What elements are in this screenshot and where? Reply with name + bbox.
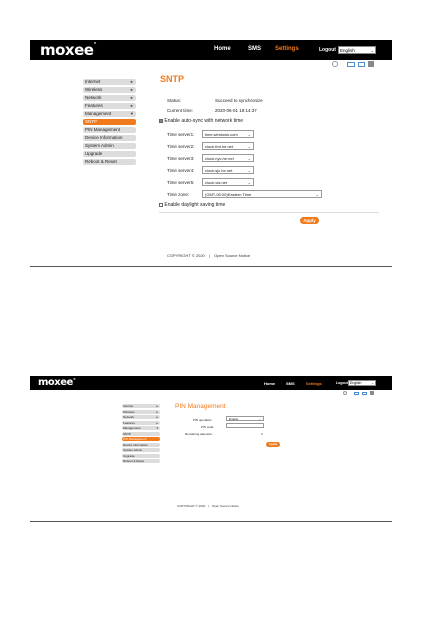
- sidebar-subitem-upgrade[interactable]: Upgrade: [83, 151, 136, 157]
- time-zone-select[interactable]: [202, 190, 322, 198]
- mail-icon[interactable]: [358, 62, 365, 67]
- logout-link[interactable]: Logout: [336, 381, 348, 385]
- time-server4-label: Time server4:: [167, 168, 195, 173]
- sidebar-item-management[interactable]: Management ▾: [123, 426, 158, 430]
- chevron-down-icon: ⌄: [247, 180, 251, 185]
- checkbox-icon: [159, 203, 163, 207]
- status-label: Status:: [167, 98, 182, 103]
- time-server3-value: clock.nyc.he.net: [205, 156, 234, 161]
- pin-operation-value: Enable: [229, 417, 239, 421]
- sidebar-item-internet[interactable]: Internet ▸: [83, 79, 136, 85]
- language-select[interactable]: [338, 46, 376, 54]
- open-source-notice-link[interactable]: Open Source Notice: [211, 504, 239, 508]
- status-icons: [332, 61, 374, 67]
- screenshot-pin-management: [30, 376, 392, 522]
- sidebar: [122, 404, 160, 463]
- sidebar-item-network[interactable]: Network ▸: [123, 415, 158, 419]
- pin-operation-label: PIN operation:: [193, 418, 213, 422]
- time-zone-label: Time zone:: [167, 192, 190, 197]
- time-server2-label: Time server2:: [167, 144, 195, 149]
- moxee-logo: moxee®: [40, 41, 96, 59]
- nav-sms[interactable]: SMS: [248, 46, 262, 52]
- daylight-label: Enable daylight saving time: [164, 202, 226, 208]
- signal-icon: [368, 61, 374, 67]
- chevron-right-icon: ▸: [130, 95, 133, 100]
- sidebar-item-wireless[interactable]: Wireless ▸: [123, 409, 158, 414]
- chevron-down-icon: ▾: [156, 426, 158, 430]
- chevron-right-icon: ▸: [156, 404, 158, 408]
- sidebar: [83, 79, 136, 165]
- time-server5-select[interactable]: [202, 178, 254, 186]
- chevron-right-icon: ▸: [156, 420, 158, 425]
- chevron-right-icon: ▸: [156, 409, 158, 414]
- sidebar-item-internet[interactable]: Internet ▸: [123, 404, 158, 408]
- time-server2-select[interactable]: [202, 142, 254, 150]
- sidebar-subitem-sntp[interactable]: SNTP: [83, 119, 136, 125]
- sidebar-item-network[interactable]: Network ▸: [83, 95, 136, 101]
- top-bar: [30, 40, 392, 60]
- copyright-text: COPYRIGHT © 2020: [167, 253, 205, 258]
- sidebar-subitem-reboot-reset[interactable]: Reboot & Reset: [122, 459, 160, 463]
- time-zone-value: (GMT-05:00)Eastern Time: [205, 192, 252, 197]
- footer: [167, 253, 250, 258]
- sidebar-subitem-system-admin[interactable]: System Admin: [83, 143, 136, 149]
- signal-icon: [370, 391, 374, 395]
- time-server5-label: Time server5:: [167, 180, 195, 185]
- nav-home[interactable]: Home: [264, 381, 276, 386]
- page-title: SNTP: [160, 74, 185, 84]
- screenshot-sntp: [30, 40, 392, 267]
- sidebar-subitem-upgrade[interactable]: Upgrade: [122, 454, 160, 458]
- search-icon[interactable]: [343, 391, 347, 395]
- chevron-down-icon: ⌄: [258, 417, 261, 421]
- sidebar-item-features[interactable]: Features ▸: [83, 103, 136, 109]
- checkbox-checked-icon: [159, 119, 163, 123]
- autosync-checkbox[interactable]: [159, 118, 243, 124]
- time-server1-value: time.windows.com: [205, 132, 238, 137]
- chevron-down-icon: ▾: [130, 111, 133, 116]
- current-time-value: 2020-06-01 19:14:37: [215, 108, 257, 113]
- pin-code-label: PIN code:: [201, 425, 215, 429]
- language-select[interactable]: [348, 380, 376, 386]
- chevron-right-icon: ▸: [156, 415, 158, 419]
- moxee-logo: moxee®: [38, 377, 76, 388]
- sidebar-subitem-system-admin[interactable]: System Admin: [122, 448, 160, 452]
- time-server5-value: clock.via.net: [205, 180, 228, 185]
- current-time-label: Current time:: [167, 108, 194, 113]
- pin-code-input[interactable]: [226, 423, 264, 428]
- chevron-right-icon: ▸: [130, 103, 133, 108]
- sidebar-subitem-device-information[interactable]: Device Information: [122, 443, 160, 447]
- language-value: English: [340, 48, 355, 53]
- page-title: PIN Management: [175, 403, 226, 410]
- time-server2-value: clock.fmt.he.net: [205, 144, 234, 149]
- time-server4-select[interactable]: [202, 166, 254, 174]
- nav-home[interactable]: Home: [214, 46, 231, 52]
- sidebar-item-management[interactable]: Management ▾: [83, 111, 136, 117]
- nav-settings[interactable]: Settings: [275, 46, 299, 52]
- time-server4-value: clock.sjc.he.net: [205, 168, 233, 173]
- chevron-down-icon: ⌄: [247, 156, 251, 161]
- nav-sms[interactable]: SMS: [286, 381, 295, 386]
- autosync-label: Enable auto-sync with network time: [164, 118, 244, 124]
- apply-button[interactable]: Apply: [266, 442, 280, 447]
- chevron-down-icon: ⌄: [247, 132, 251, 137]
- chevron-down-icon: ⌄: [371, 381, 374, 385]
- chevron-down-icon: ⌄: [315, 192, 319, 197]
- battery-icon: [354, 392, 359, 395]
- remaining-attempts-label: Remaining attempts:: [185, 432, 213, 436]
- pin-operation-select[interactable]: [226, 416, 264, 421]
- status-value: Succeed to synchronize: [215, 98, 263, 103]
- remaining-attempts-value: 3: [261, 432, 263, 436]
- chevron-right-icon: ▸: [130, 79, 133, 84]
- sidebar-subitem-device-information[interactable]: Device Information: [83, 135, 136, 141]
- nav-settings[interactable]: Settings: [306, 381, 322, 386]
- mail-icon[interactable]: [362, 392, 367, 395]
- chevron-down-icon: ⌄: [247, 144, 251, 149]
- apply-button[interactable]: Apply: [300, 217, 319, 224]
- sidebar-subitem-sntp[interactable]: SNTP: [122, 432, 160, 436]
- chevron-down-icon: ⌄: [247, 168, 251, 173]
- logout-link[interactable]: Logout: [319, 47, 336, 53]
- time-server3-label: Time server3:: [167, 156, 195, 161]
- search-icon[interactable]: [332, 61, 338, 67]
- sidebar-item-wireless[interactable]: Wireless ▸: [83, 87, 136, 93]
- status-icons: [343, 391, 374, 395]
- sidebar-subitem-pin-management[interactable]: PIN Management: [122, 437, 160, 441]
- chevron-down-icon: ⌄: [370, 48, 374, 53]
- open-source-notice-link[interactable]: Open Source Notice: [214, 253, 251, 258]
- language-value: English: [350, 381, 362, 385]
- sidebar-item-features[interactable]: Features ▸: [123, 420, 158, 425]
- daylight-checkbox[interactable]: [159, 202, 225, 208]
- chevron-right-icon: ▸: [130, 87, 133, 92]
- divider: [159, 212, 379, 213]
- time-server1-label: Time server1:: [167, 132, 195, 137]
- battery-icon: [347, 62, 355, 67]
- copyright-text: COPYRIGHT © 2020: [177, 504, 206, 508]
- footer-separator: |: [208, 253, 210, 258]
- footer: [177, 504, 239, 508]
- sidebar-subitem-pin-management[interactable]: PIN Management: [83, 127, 136, 133]
- time-server3-select[interactable]: [202, 154, 254, 162]
- footer-separator: |: [208, 504, 209, 508]
- sidebar-subitem-reboot-reset[interactable]: Reboot & Reset: [83, 159, 136, 165]
- top-bar: [30, 376, 392, 390]
- time-server1-select[interactable]: [202, 130, 254, 138]
